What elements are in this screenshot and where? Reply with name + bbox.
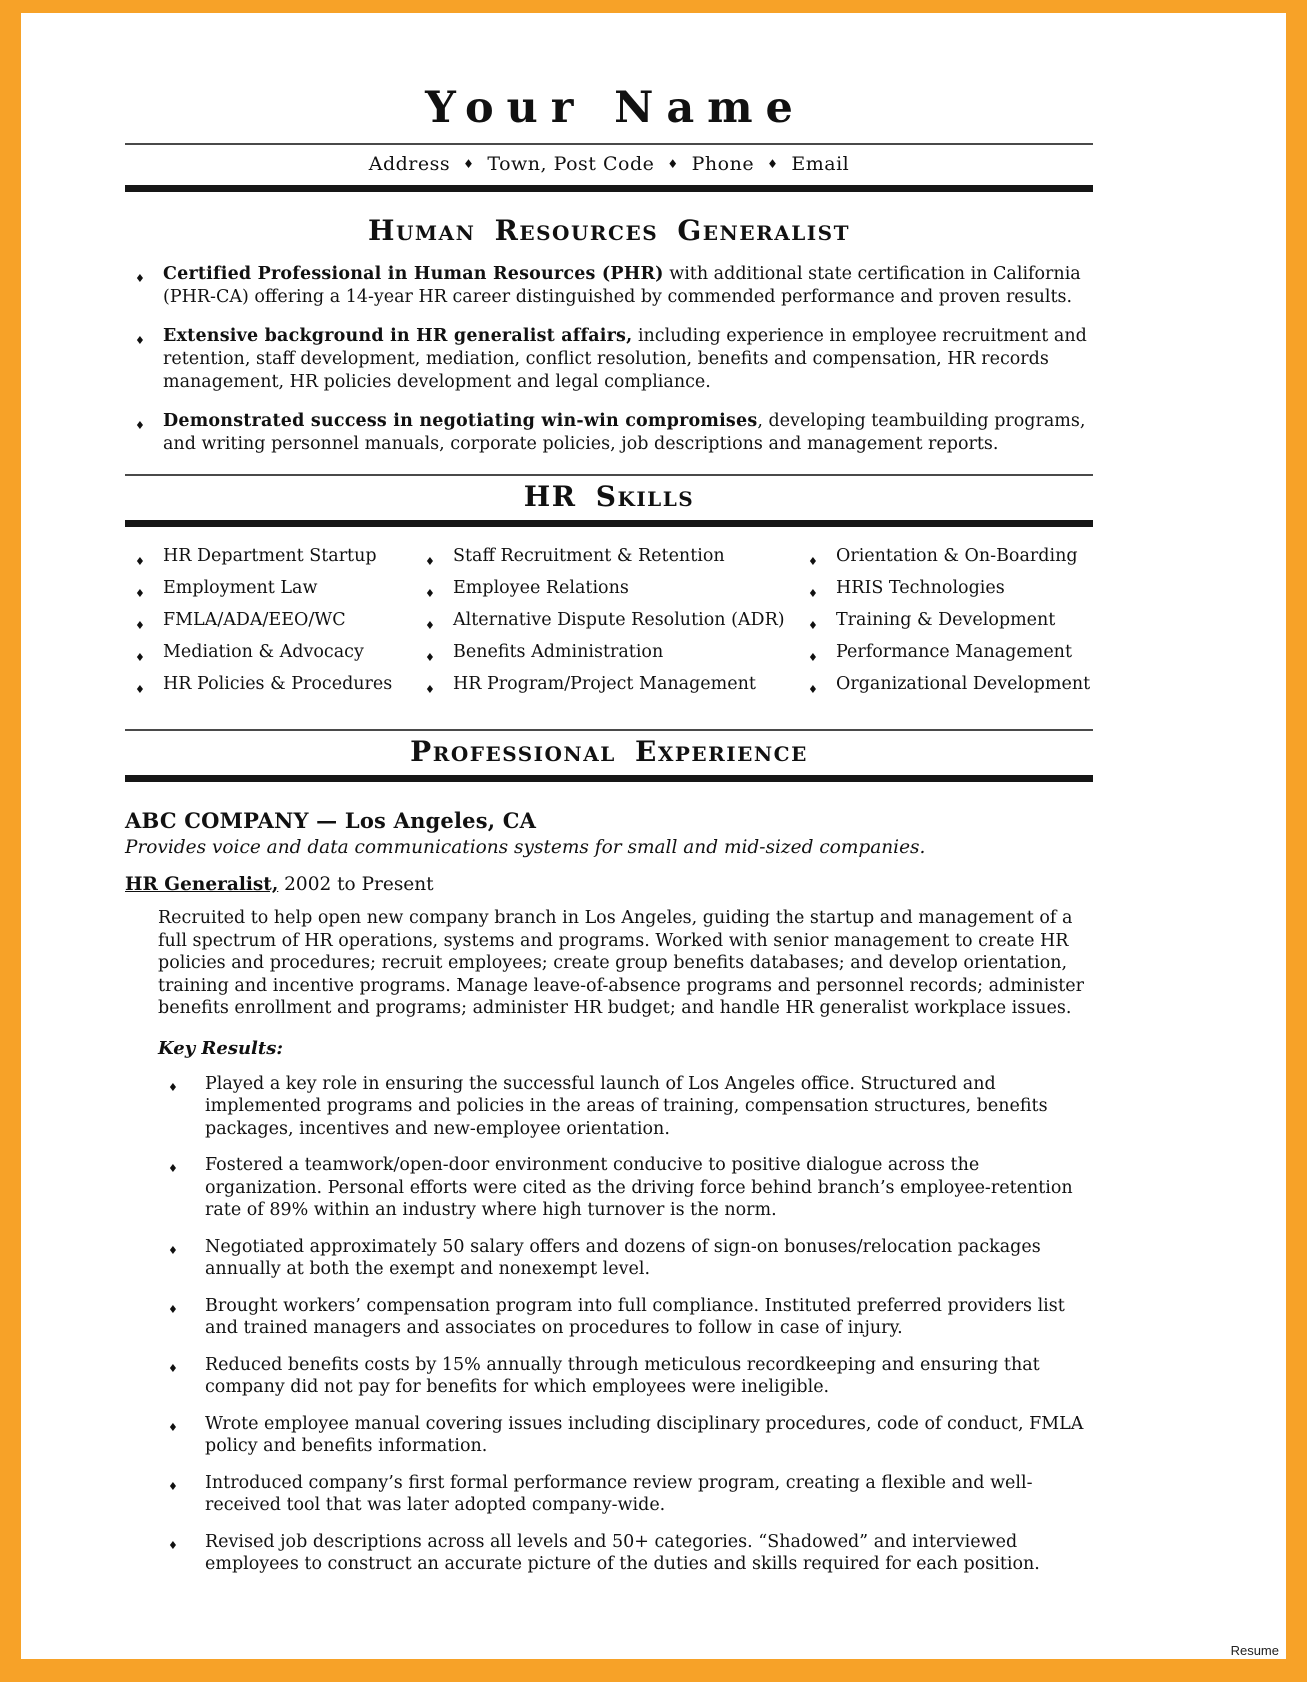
role-line bbox=[125, 874, 1093, 895]
skill-item bbox=[135, 639, 425, 671]
divider-thick bbox=[125, 185, 1093, 192]
diamond-bullet-icon: ♦ bbox=[135, 651, 145, 664]
divider-thick bbox=[125, 520, 1093, 527]
skill-item bbox=[135, 607, 425, 639]
skill-label: HRIS Technologies bbox=[836, 578, 1005, 598]
diamond-bullet-icon: ♦ bbox=[808, 555, 818, 568]
diamond-bullet-icon: ♦ bbox=[168, 1420, 178, 1434]
skill-label: Benefits Administration bbox=[453, 642, 664, 662]
skill-label: FMLA/ADA/EEO/WC bbox=[163, 610, 346, 630]
contact-phone: Phone bbox=[691, 153, 755, 175]
skill-label: Performance Management bbox=[836, 642, 1072, 662]
skill-item bbox=[808, 543, 1093, 575]
profile-bullet-text bbox=[163, 325, 1093, 394]
skill-label: Training & Development bbox=[836, 610, 1056, 630]
diamond-bullet-icon: ♦ bbox=[808, 587, 818, 600]
diamond-bullet-icon: ♦ bbox=[168, 1361, 178, 1375]
profile-bullet-lead: Certified Professional in Human Resources (PHR) bbox=[163, 264, 664, 284]
contact-town: Town, Post Code bbox=[487, 153, 655, 175]
skill-label: Employment Law bbox=[163, 578, 318, 598]
role-title: HR Generalist, bbox=[125, 874, 279, 895]
page-title: Your Name bbox=[425, 83, 806, 133]
profile-bullet-lead: Extensive background in HR generalist affairs, bbox=[163, 326, 633, 346]
profile-bullet-body: , developing teambuilding programs, and writing personnel manuals, corporate policies, job descriptions and management reports. bbox=[163, 411, 1086, 454]
diamond-bullet-icon: ♦ bbox=[425, 555, 435, 568]
skill-label: Orientation & On-Boarding bbox=[836, 546, 1078, 566]
skills-grid bbox=[125, 527, 1093, 711]
contact-email: Email bbox=[791, 153, 850, 175]
skill-label: Organizational Development bbox=[836, 674, 1091, 694]
diamond-bullet-icon: ♦ bbox=[135, 334, 145, 347]
skill-item bbox=[808, 607, 1093, 639]
role-dates: 2002 to Present bbox=[278, 874, 434, 895]
section-band-experience bbox=[125, 729, 1093, 782]
diamond-bullet-icon: ♦ bbox=[808, 651, 818, 664]
diamond-bullet-icon: ♦ bbox=[168, 1538, 178, 1552]
diamond-bullet-icon: ♦ bbox=[425, 587, 435, 600]
skill-item bbox=[808, 671, 1093, 703]
profile-bullet bbox=[125, 410, 1093, 456]
key-result-text: Played a key role in ensuring the successful launch of Los Angeles office. Structured and implemented programs and policies in the areas of training, compensation structures, benefits packages, incentives and new-employee orientation. bbox=[205, 1073, 1048, 1139]
skill-label: Alternative Dispute Resolution (ADR) bbox=[453, 610, 785, 630]
diamond-bullet-icon: ♦ bbox=[168, 1243, 178, 1257]
skill-item bbox=[135, 543, 425, 575]
company-name: ABC COMPANY — Los Angeles, CA bbox=[125, 808, 537, 833]
key-result-item bbox=[168, 1413, 1093, 1458]
skill-item bbox=[135, 671, 425, 703]
key-results-label: Key Results: bbox=[158, 1037, 283, 1059]
diamond-bullet-icon: ♦ bbox=[808, 683, 818, 696]
skill-label: Staff Recruitment & Retention bbox=[453, 546, 725, 566]
skill-item bbox=[808, 639, 1093, 671]
profile-bullet-body: including experience in employee recruitment and retention, staff development, mediation, conflict resolution, benefits and compensation, HR records management, HR policies development and legal compliance. bbox=[163, 326, 1087, 392]
diamond-bullet-icon: ♦ bbox=[425, 683, 435, 696]
profile-bullet-body: with additional state certification in California (PHR-CA) offering a 14-year HR career distinguished by commended performance and proven results. bbox=[163, 264, 1081, 307]
skill-item bbox=[425, 543, 808, 575]
diamond-bullet-icon: ♦ bbox=[135, 619, 145, 632]
section-heading-experience: Professional Experience bbox=[410, 735, 808, 768]
diamond-bullet-icon: ♦ bbox=[425, 651, 435, 664]
key-results-list bbox=[168, 1073, 1093, 1576]
key-result-item bbox=[168, 1354, 1093, 1399]
skill-item bbox=[808, 575, 1093, 607]
skills-column-3 bbox=[808, 543, 1093, 703]
diamond-bullet-icon: ♦ bbox=[808, 619, 818, 632]
diamond-separator-icon: ♦ bbox=[463, 157, 475, 171]
skill-label: HR Department Startup bbox=[163, 546, 377, 566]
key-result-text: Reduced benefits costs by 15% annually through meticulous recordkeeping and ensuring that company did not pay for benefits for which employees were ineligible. bbox=[205, 1354, 1040, 1397]
key-result-text: Revised job descriptions across all levels and 50+ categories. “Shadowed” and interviewed employees to construct an accurate picture of the duties and skills required for each position. bbox=[205, 1531, 1040, 1574]
key-result-item bbox=[168, 1295, 1093, 1340]
skills-column-2 bbox=[425, 543, 808, 703]
key-result-text: Brought workers’ compensation program into full compliance. Instituted preferred providers list and trained managers and associates on procedures to follow in case of injury. bbox=[205, 1295, 1065, 1338]
diamond-bullet-icon: ♦ bbox=[135, 683, 145, 696]
diamond-bullet-icon: ♦ bbox=[168, 1302, 178, 1316]
profile-bullet-text bbox=[163, 410, 1093, 456]
profile-bullet-lead: Demonstrated success in negotiating win-win compromises bbox=[163, 411, 758, 431]
diamond-bullet-icon: ♦ bbox=[135, 272, 145, 285]
watermark-resume: Resume bbox=[1230, 1643, 1279, 1658]
diamond-bullet-icon: ♦ bbox=[135, 555, 145, 568]
skill-label: HR Program/Project Management bbox=[453, 674, 756, 694]
profile-bullet bbox=[125, 325, 1093, 394]
key-result-text: Introduced company’s first formal performance review program, creating a flexible and well-received tool that was later adopted company-wide. bbox=[205, 1472, 1033, 1515]
section-heading-profile: Human Resources Generalist bbox=[368, 214, 850, 247]
key-result-text: Wrote employee manual covering issues including disciplinary procedures, code of conduct, FMLA policy and benefits information. bbox=[205, 1413, 1084, 1456]
resume-content bbox=[125, 13, 1093, 1576]
resume-page bbox=[21, 13, 1286, 1659]
contact-address: Address bbox=[368, 153, 451, 175]
diamond-bullet-icon: ♦ bbox=[135, 419, 145, 432]
skill-item bbox=[135, 575, 425, 607]
diamond-separator-icon: ♦ bbox=[767, 157, 779, 171]
profile-bullet bbox=[125, 263, 1093, 309]
skill-item bbox=[425, 639, 808, 671]
company-description: Provides voice and data communications systems for small and mid-sized companies. bbox=[125, 837, 926, 858]
skill-label: Mediation & Advocacy bbox=[163, 642, 364, 662]
diamond-separator-icon: ♦ bbox=[667, 157, 679, 171]
key-result-item bbox=[168, 1531, 1093, 1576]
skill-item bbox=[425, 671, 808, 703]
divider-thick bbox=[125, 775, 1093, 782]
skill-item bbox=[425, 607, 808, 639]
key-result-text: Fostered a teamwork/open-door environment conducive to positive dialogue across the organization. Personal efforts were cited as the driving force behind branch’s employee-retention rate of 89% within an industry where high turnover is the norm. bbox=[205, 1155, 1073, 1220]
diamond-bullet-icon: ♦ bbox=[168, 1080, 178, 1094]
skill-label: Employee Relations bbox=[453, 578, 629, 598]
key-result-item bbox=[168, 1073, 1093, 1141]
section-band-skills bbox=[125, 474, 1093, 527]
diamond-bullet-icon: ♦ bbox=[425, 619, 435, 632]
key-result-item bbox=[168, 1236, 1093, 1281]
experience-summary: Recruited to help open new company branch in Los Angeles, guiding the startup and management of a full spectrum of HR operations, systems and programs. Worked with senior management to create HR policies and procedures; recruit employees; create group benefits databases; and develop orientation, training and incentive programs. Manage leave-of-absence programs and personnel records; administer benefits enrollment and programs; administer HR budget; and handle HR generalist workplace issues. bbox=[158, 908, 1085, 1018]
section-heading-skills: HR Skills bbox=[523, 480, 695, 513]
skill-item bbox=[425, 575, 808, 607]
key-result-text: Negotiated approximately 50 salary offers and dozens of sign-on bonuses/relocation packages annually at both the exempt and nonexempt level. bbox=[205, 1236, 1041, 1279]
key-result-item bbox=[168, 1472, 1093, 1517]
contact-line bbox=[125, 145, 1093, 185]
skills-column-1 bbox=[135, 543, 425, 703]
skill-label: HR Policies & Procedures bbox=[163, 674, 393, 694]
diamond-bullet-icon: ♦ bbox=[168, 1479, 178, 1493]
diamond-bullet-icon: ♦ bbox=[135, 587, 145, 600]
diamond-bullet-icon: ♦ bbox=[168, 1162, 178, 1175]
profile-bullet-text bbox=[163, 263, 1093, 309]
key-result-item bbox=[168, 1154, 1093, 1222]
